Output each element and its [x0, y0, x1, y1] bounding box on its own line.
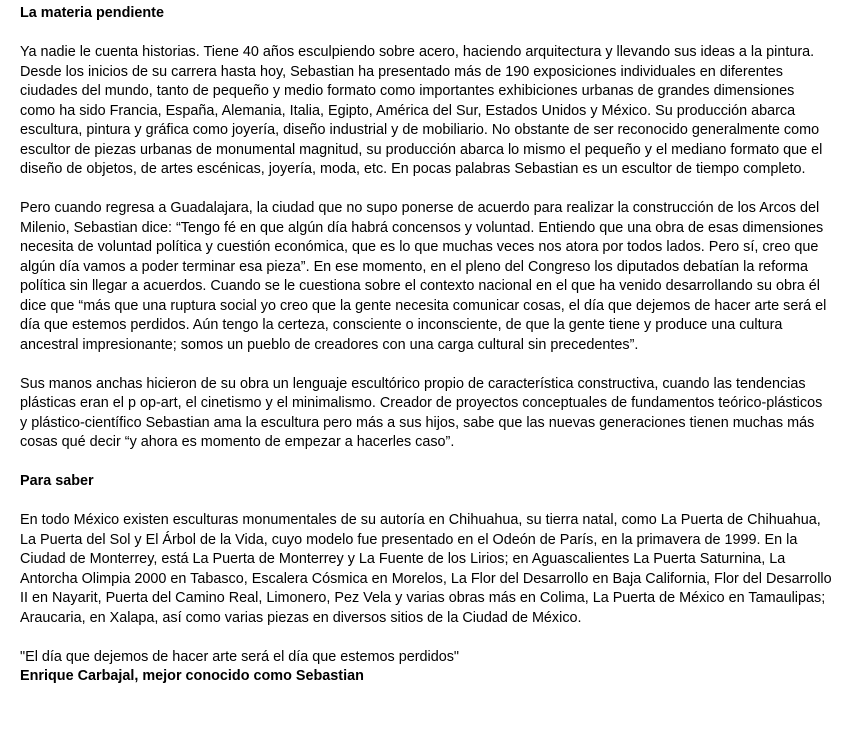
section-title-para-saber: Para saber: [20, 473, 94, 489]
spacer: [20, 453, 833, 473]
spacer: [20, 180, 833, 200]
closing-quote: "El día que dejemos de hacer arte será el día que estemos perdidos": [20, 648, 459, 665]
article-paragraph-2: Pero cuando regresa a Guadalajara, la ciudad que no supo ponerse de acuerdo para realizar la construcción de los Arcos del Milenio, Sebastian dice: “Tengo fé en que algún día habrá concensos y voluntad. Entiendo que una obra de esas dimensiones necesita de voluntad política y cuestión económica, que es lo que muchas veces nos atora por todos lados. Pero sí, creo que algún día vamos a poder terminar esa pieza”. En ese momento, en el pleno del Congreso los diputados debatían la reforma política sin llegar a acuerdos. Cuando se le cuestiona sobre el contexto nacional en el que ha venido desarrollando su obra él dice que “más que una ruptura social yo creo que la gente necesita comunicar cosas, el día que dejemos de hacer arte será el día que estemos perdidos. Aún tengo la certeza, consciente o inconsciente, de que la gente tiene y produce una cultura ancestral impresionante; somos un pueblo de creadores con una carga cultural sin precedentes”.: [20, 200, 827, 353]
article-paragraph-1: Ya nadie le cuenta historias. Tiene 40 años esculpiendo sobre acero, haciendo arquitectura y llevando sus ideas a la pintura. Desde los inicios de su carrera hasta hoy, Sebastian ha presentado más de 190 exposiciones individuales en diferentes ciudades del mundo, tanto de pequeño y medio formato como importantes exhibiciones urbanas de grandes dimensiones como ha sido Francia, España, Alemania, Italia, Egipto, América del Sur, Estados Unidos y México. Su producción abarca escultura, pintura y gráfica como joyería, diseño industrial y de mobiliario. No obstante de ser reconocido generalmente como escultor de piezas urbanas de monumental magnitud, su producción abarca lo mismo el pequeño y el mediano formato que el diseño de objetos, de artes escénicas, joyería, moda, etc. En pocas palabras Sebastian es un escultor de tiempo completo.: [20, 44, 823, 177]
para-saber-paragraph: En todo México existen esculturas monumentales de su autoría en Chihuahua, su tierra natal, como La Puerta de Chihuahua, La Puerta del Sol y El Árbol de la Vida, cuyo modelo fue presentado en el Odeón de París, en la primavera de 1999. En la Ciudad de Monterrey, está La Puerta de Monterrey y La Fuente de los Lirios; en Aguascalientes La Puerta Saturnina, La Antorcha Olimpia 2000 en Tabasco, Escalera Cósmica en Morelos, La Flor del Desarrollo en Baja California, Flor del Desarrollo II en Nayarit, Puerta del Camino Real, Limonero, Pez Vela y varias obras más en Colima, La Puerta de México en Tamaulipas; Araucaria, en Xalapa, así como varias piezas en diversos sitios de la Ciudad de México.: [20, 512, 832, 626]
spacer: [20, 24, 833, 44]
quote-attribution: Enrique Carbajal, mejor conocido como Sebastian: [20, 668, 364, 684]
spacer: [20, 492, 833, 512]
article-paragraph-3: Sus manos anchas hicieron de su obra un lenguaje escultórico propio de característica constructiva, cuando las tendencias plásticas eran el p op-art, el cinetismo y el minimalismo. Creador de proyectos conceptuales de fundamentos teórico-plásticos y plástico-científico Sebastian ama la escultura pero más a sus hijos, sabe que las nuevas generaciones tienen muchas más cosas qué decir “y ahora es momento de empezar a hacerles caso”.: [20, 375, 823, 450]
spacer: [20, 355, 833, 375]
spacer: [20, 628, 833, 648]
article-title: La materia pendiente: [20, 5, 164, 21]
